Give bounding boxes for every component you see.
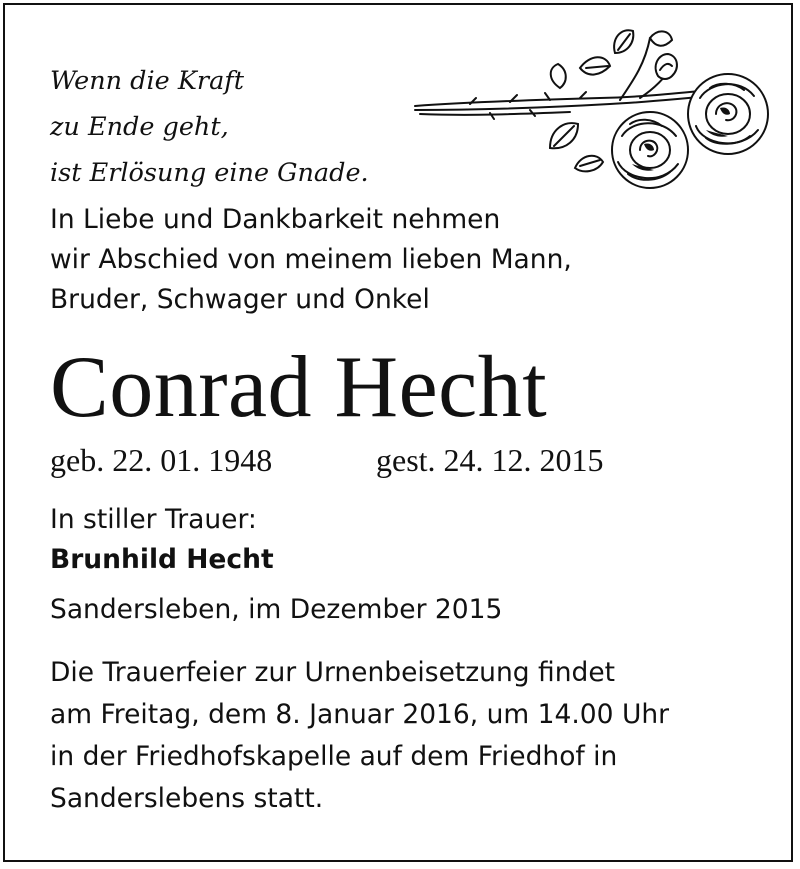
death-date: gest. 24. 12. 2015 [376,442,604,478]
ceremony-line: Die Trauerfeier zur Urnenbeisetzung findet [50,657,616,688]
intro-line: wir Abschied von meinem lieben Mann, [50,244,572,275]
poem-quote [50,58,369,196]
place-and-date: Sandersleben, im Dezember 2015 [50,594,503,625]
life-dates [50,440,604,480]
mourning-block [50,500,274,580]
birth-date: geb. 22. 01. 1948 [50,442,273,478]
poem-line: zu Ende geht, [50,112,229,142]
ceremony-line: am Freitag, dem 8. Januar 2016, um 14.00 Uhr [50,699,670,730]
intro-text [50,200,572,320]
ceremony-info [50,652,669,820]
roses-illustration-icon [410,18,800,198]
mourner-name: Brunhild Hecht [50,544,274,575]
intro-line: In Liebe und Dankbarkeit nehmen [50,204,501,235]
ceremony-line: in der Friedhofskapelle auf dem Friedhof in [50,741,618,772]
poem-line: ist Erlösung eine Gnade. [50,158,369,188]
intro-line: Bruder, Schwager und Onkel [50,284,430,315]
mourning-label: In stiller Trauer: [50,504,257,535]
ceremony-line: Sanderslebens statt. [50,783,324,814]
poem-line: Wenn die Kraft [50,66,244,96]
deceased-name: Conrad Hecht [50,339,548,436]
